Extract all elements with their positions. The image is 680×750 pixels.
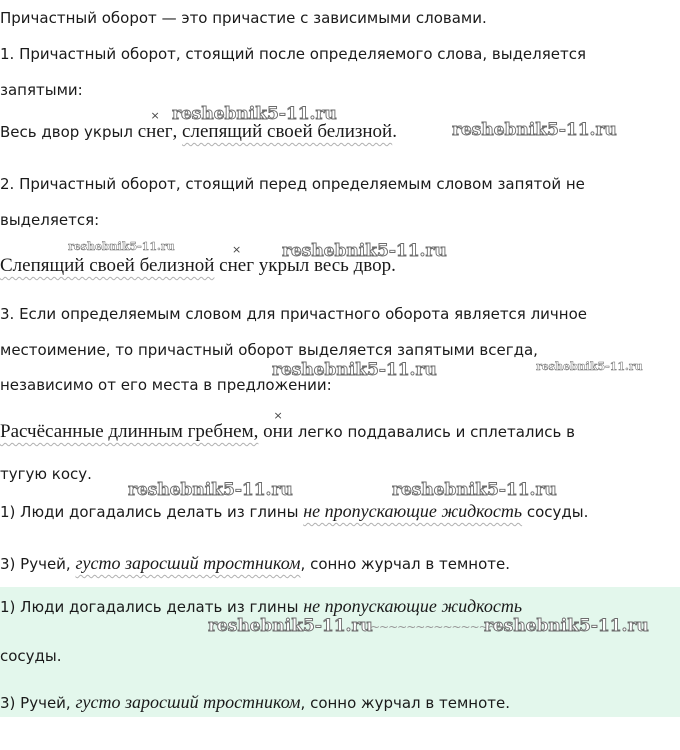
rule2-participial-phrase: Слепящий своей белизной [0,255,215,276]
answer-sentence-1-line2: сосуды. [0,647,62,665]
watermark: reshebnik5-11.ru [272,360,437,380]
intro-text: Причастный оборот — это причастие с зависимыми словами. [0,9,487,27]
rule2-text-line1: 2. Причастный оборот, стоящий перед определяемым словом запятой не [0,175,585,193]
rule1-example-noun: × снег [137,109,173,142]
answer-1-phrase: не пропускающие жидкость [303,596,523,616]
answer-sentence-1: 1) Люди догадались делать из глины не пропускающие жидкость [0,596,523,616]
exercise-sentence-3: 3) Ручей, густо заросший тростником, сонно журчал в темноте. [0,553,510,573]
watermark: reshebnik5-11.ru [68,240,175,253]
exercise-3-phrase: густо заросший тростником [75,553,301,573]
rule3-example [0,409,575,442]
answer-1-underline: ~~~~~~~~~~~~~~~ [370,620,506,634]
watermark: reshebnik5-11.ru [128,480,293,500]
rule3-text-line2: местоимение, то причастный оборот выделяется запятыми всегда, [0,341,538,359]
answer-3-phrase: густо заросший тростником [75,692,301,712]
rule1-text-line2: запятыми: [0,81,83,99]
rule2-example-end: укрыл весь двор. [254,255,396,276]
watermark: reshebnik5-11.ru [282,241,447,261]
rule3-example-pronoun: × они [263,409,293,442]
rule3-example-line2: тугую косу. [0,465,92,483]
cross-mark: × [150,109,160,122]
rule2-example-noun: × снег [219,243,254,276]
exercise-1-phrase: не пропускающие жидкость [303,501,523,521]
exercise-sentence-1: 1) Люди догадались делать из глины не пропускающие жидкость сосуды. [0,501,589,521]
watermark: reshebnik5-11.ru [208,616,373,636]
rule2-text-line2: выделяется: [0,211,100,229]
answer-sentence-3: 3) Ручей, густо заросший тростником, сонно журчал в темноте. [0,692,510,712]
watermark: reshebnik5-11.ru [536,360,643,373]
rule1-text-line1: 1. Причастный оборот, стоящий после определяемого слова, выделяется [0,45,587,63]
watermark: reshebnik5-11.ru [172,104,337,124]
rule1-example-end: . [392,121,397,142]
cross-mark: × [231,243,242,256]
cross-mark: × [273,409,283,422]
rule3-text-line3: независимо от его места в предложении: [0,376,332,394]
watermark: reshebnik5-11.ru [484,616,649,636]
rule1-example-start: Весь двор укрыл [0,123,138,141]
rule3-example-end: легко поддавались и сплетались в [292,423,575,441]
rule3-text-line1: 3. Если определяемым словом для причастного оборота является личное [0,305,588,323]
rule1-participial-phrase: слепящий своей белизной [182,121,393,142]
watermark: reshebnik5-11.ru [392,480,557,500]
rule1-example-comma: , [172,121,183,142]
rule3-participial-phrase: Расчёсанные длинным гребнем, [0,421,259,442]
watermark: reshebnik5-11.ru [452,120,617,140]
